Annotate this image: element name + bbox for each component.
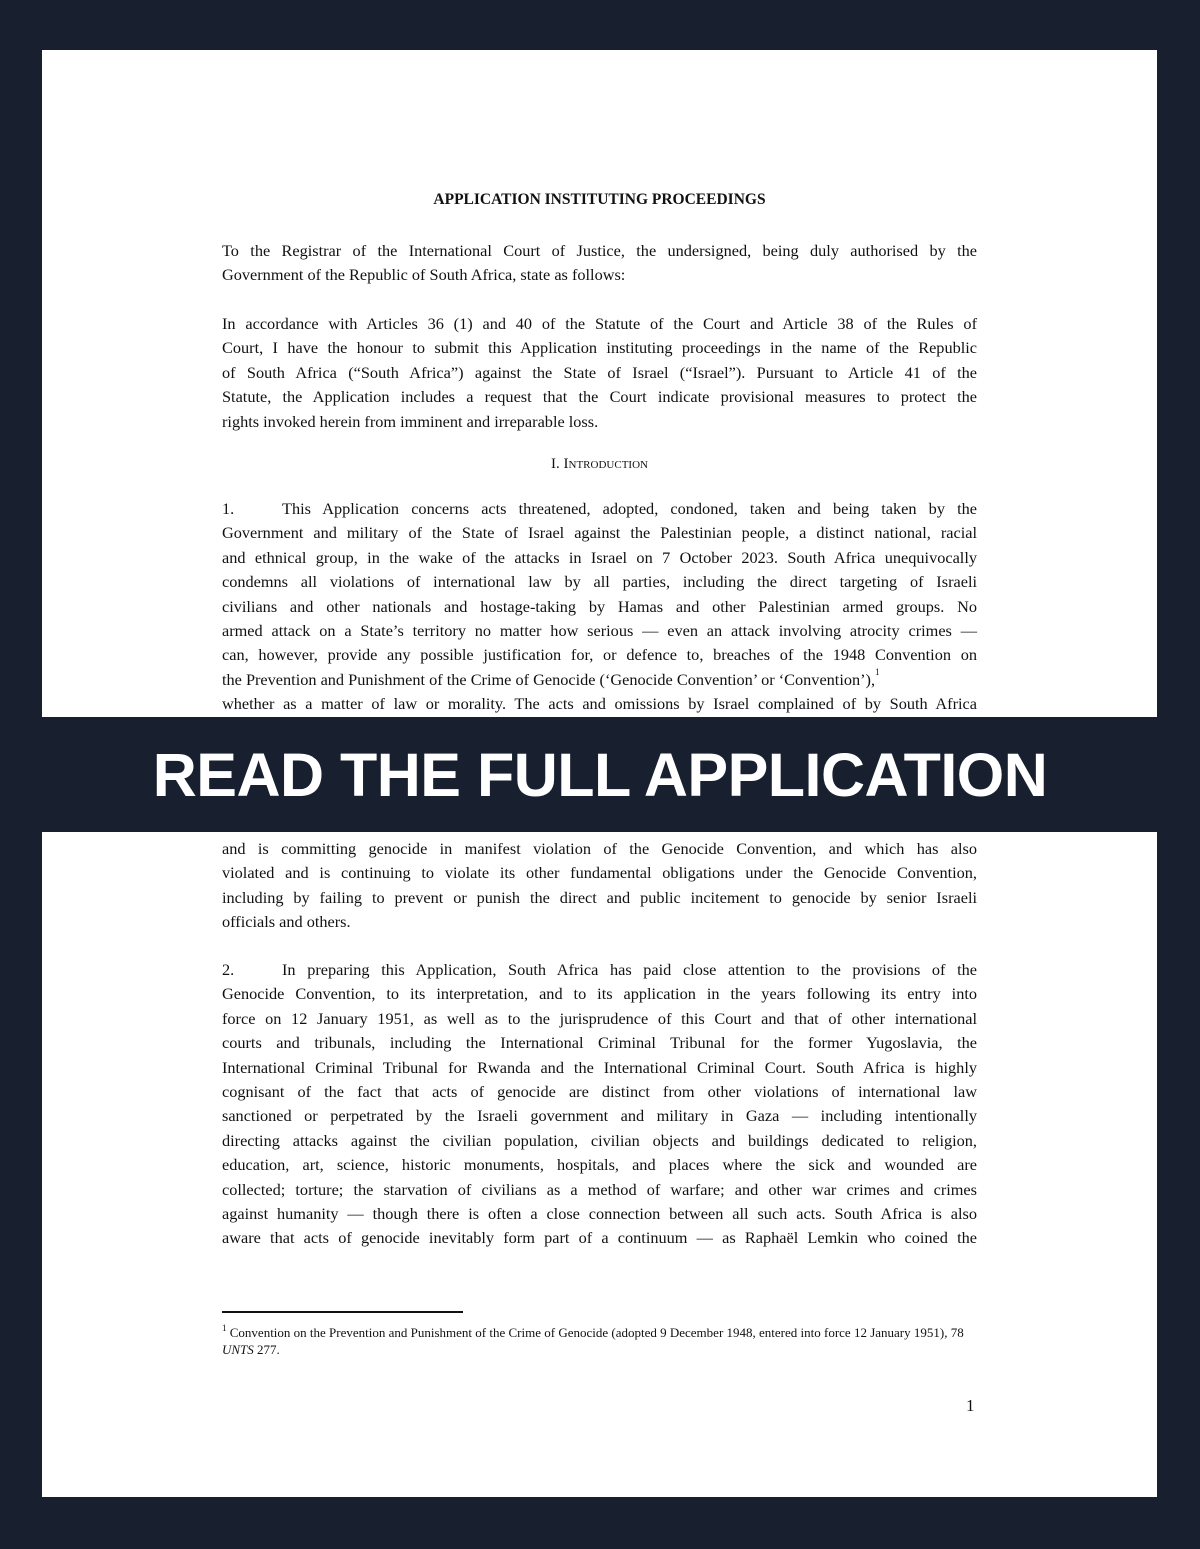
text-line: To the Registrar of the International Court of Justice, the undersigned, being duly authorised by the	[222, 241, 977, 260]
text-line: education, art, science, historic monuments, hospitals, and places where the sick and wounded are	[222, 1155, 977, 1175]
text-line: Genocide Convention, to its interpretation, and to its application in the years following its entry into	[222, 984, 977, 1004]
text-line	[222, 958, 977, 982]
text-line	[222, 497, 977, 521]
text-line: and ethnical group, in the wake of the attacks in Israel on 7 October 2023. South Africa unequivocally	[222, 547, 977, 567]
text-line: force on 12 January 1951, as well as to the jurisprudence of this Court and that of other international	[222, 1008, 977, 1028]
text-line: directing attacks against the civilian population, civilian objects and buildings dedicated to religion,	[222, 1130, 977, 1150]
text-line-content: This Application concerns acts threatened, adopted, condoned, taken and being taken by the	[282, 499, 977, 518]
section-heading: I. Introduction	[551, 456, 648, 472]
paragraph-1	[222, 497, 977, 717]
intro-paragraph-1	[222, 239, 977, 288]
text-line: aware that acts of genocide inevitably form part of a continuum — as Raphaël Lemkin who coined the	[222, 1228, 977, 1248]
read-full-application-banner[interactable]	[0, 717, 1200, 832]
text-line-content: the Prevention and Punishment of the Crime of Genocide (‘Genocide Convention’ or ‘Convention’),	[222, 669, 876, 689]
text-line: condemns all violations of international law by all parties, including the direct targeting of Israeli	[222, 572, 977, 592]
intro-paragraph-2	[222, 312, 977, 434]
footnote-divider	[222, 1311, 463, 1313]
paragraph-1-continued	[222, 837, 977, 935]
text-line: sanctioned or perpetrated by the Israeli government and military in Gaza — including intentionally	[222, 1106, 977, 1126]
page-number: 1	[966, 1396, 975, 1415]
text-line	[222, 668, 977, 692]
text-line: of South Africa (“South Africa”) against the State of Israel (“Israel”). Pursuant to Article 41 of the	[222, 362, 977, 382]
document-title: APPLICATION INSTITUTING PROCEEDINGS	[433, 191, 766, 208]
text-line: International Criminal Tribunal for Rwanda and the International Criminal Court. South Africa is highly	[222, 1057, 977, 1077]
text-line: violated and is continuing to violate its other fundamental obligations under the Genocide Convention,	[222, 863, 977, 883]
banner-label[interactable]: READ THE FULL APPLICATION	[152, 740, 1048, 809]
footnote	[222, 1324, 977, 1358]
text-line: Government of the Republic of South Africa, state as follows:	[222, 265, 626, 285]
text-line: Statute, the Application includes a request that the Court indicate provisional measures to protect the	[222, 387, 977, 407]
paragraph-2	[222, 958, 977, 1251]
text-line-content: In preparing this Application, South Africa has paid close attention to the provisions of the	[282, 960, 977, 979]
text-line: courts and tribunals, including the International Criminal Tribunal for the former Yugoslavia, the	[222, 1033, 977, 1053]
text-line: officials and others.	[222, 912, 351, 932]
paragraph-number: 2.	[222, 960, 235, 979]
text-line: rights invoked herein from imminent and irreparable loss.	[222, 411, 599, 431]
paragraph-number: 1.	[222, 499, 235, 518]
text-line: cognisant of the fact that acts of genocide are distinct from other violations of international law	[222, 1081, 977, 1101]
text-line: In accordance with Articles 36 (1) and 40 of the Statute of the Court and Article 38 of the Rules of	[222, 314, 977, 333]
text-line: including by failing to prevent or punish the direct and public incitement to genocide by senior Israeli	[222, 887, 977, 907]
footnote-text-end: 277.	[253, 1342, 280, 1357]
text-line: Government and military of the State of Israel against the Palestinian people, a distinct national, racial	[222, 523, 977, 543]
footnote-reference[interactable]: 1	[875, 666, 880, 677]
footnote-text: Convention on the Prevention and Punishment of the Crime of Genocide (adopted 9 December 1948, entered into force 12 January 1951), 78	[229, 1325, 964, 1340]
text-line: and is committing genocide in manifest violation of the Genocide Convention, and which has also	[222, 839, 977, 858]
text-line: collected; torture; the starvation of civilians as a method of warfare; and other war crimes and crimes	[222, 1179, 977, 1199]
text-line: can, however, provide any possible justification for, or defence to, breaches of the 1948 Convention on	[222, 645, 977, 665]
footnote-italic: UNTS	[222, 1342, 254, 1357]
text-line: whether as a matter of law or morality. The acts and omissions by Israel complained of by South Africa	[222, 694, 977, 714]
text-line: against humanity — though there is often a close connection between all such acts. South Africa is also	[222, 1203, 977, 1223]
text-line: armed attack on a State’s territory no matter how serious — even an attack involving atrocity crimes —	[222, 620, 977, 640]
footnote-number: 1	[222, 1323, 227, 1333]
text-line: civilians and other nationals and hostage-taking by Hamas and other Palestinian armed groups. No	[222, 596, 977, 616]
text-line: Court, I have the honour to submit this Application instituting proceedings in the name of the Republic	[222, 338, 977, 358]
